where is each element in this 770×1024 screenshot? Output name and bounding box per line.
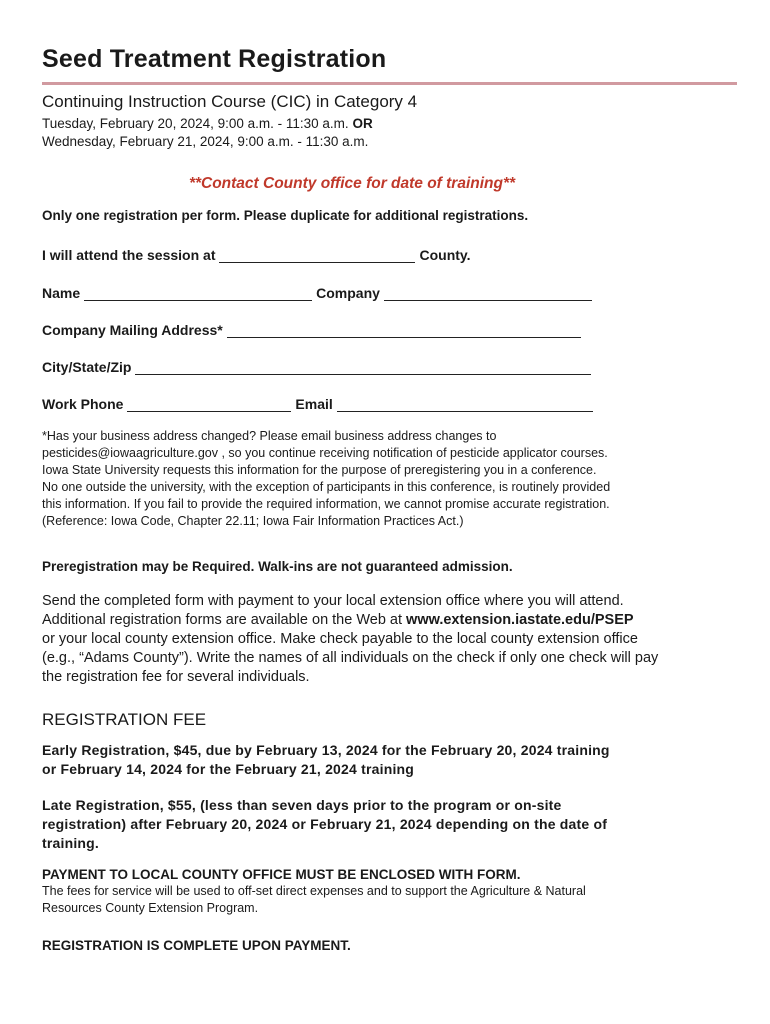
session-dates	[42, 115, 737, 151]
mailing-address-field[interactable]	[227, 323, 581, 338]
psep-website-link[interactable]: www.extension.iastate.edu/PSEP	[406, 612, 634, 628]
notes-line: No one outside the university, with the exception of participants in this conference, is routinely provided	[42, 480, 611, 494]
payment-details	[42, 883, 737, 917]
notes-line: (Reference: Iowa Code, Chapter 22.11; Iowa Fair Information Practices Act.)	[42, 514, 464, 528]
title-divider	[42, 82, 737, 85]
mailing-address-row	[42, 318, 737, 338]
name-company-row	[42, 281, 737, 301]
attend-county-row	[42, 243, 737, 263]
late-registration-text	[42, 796, 737, 853]
mailing-address-label: Company Mailing Address*	[42, 322, 223, 338]
city-state-zip-field[interactable]	[135, 360, 591, 375]
phone-email-row	[42, 392, 737, 412]
send-instructions	[42, 592, 737, 687]
late-line: Late Registration, $55, (less than seven days prior to the program or on-site	[42, 797, 562, 813]
work-phone-label: Work Phone	[42, 396, 124, 412]
payment-line: The fees for service will be used to off-set direct expenses and to support the Agriculture & Natural	[42, 884, 586, 898]
one-registration-note: Only one registration per form. Please duplicate for additional registrations.	[42, 208, 529, 223]
send-line-prefix: Additional registration forms are available on the Web at	[42, 612, 403, 628]
send-line: (e.g., “Adams County”). Write the names of all individuals on the check if only one check will pay	[42, 650, 659, 666]
send-line: the registration fee for several individuals.	[42, 669, 310, 685]
privacy-notes	[42, 428, 737, 530]
session-date-1	[42, 115, 737, 133]
company-field[interactable]	[384, 286, 592, 301]
email-label: Email	[295, 396, 333, 412]
late-line: training.	[42, 835, 100, 851]
session-date-or: OR	[352, 116, 373, 131]
work-phone-field[interactable]	[127, 397, 291, 412]
county-field[interactable]	[219, 248, 415, 263]
company-label: Company	[316, 285, 380, 301]
registration-fee-heading: REGISTRATION FEE	[42, 710, 207, 729]
city-state-zip-row	[42, 355, 737, 375]
preregistration-note: Preregistration may be Required. Walk-ins are not guaranteed admission.	[42, 559, 513, 574]
early-line: or February 14, 2024 for the February 21, 2024 training	[42, 761, 415, 777]
attend-label: I will attend the session at	[42, 247, 216, 263]
notes-line: this information. If you fail to provide the required information, we cannot promise accurate registration.	[42, 497, 610, 511]
notes-line: Iowa State University requests this information for the purpose of preregistering you in a conference.	[42, 463, 597, 477]
notes-line: pesticides@iowaagriculture.gov , so you continue receiving notification of pesticide applicator courses.	[42, 446, 608, 460]
early-registration-text	[42, 741, 737, 779]
payment-heading: PAYMENT TO LOCAL COUNTY OFFICE MUST BE ENCLOSED WITH FORM.	[42, 867, 521, 882]
session-date-1-text: Tuesday, February 20, 2024, 9:00 a.m. - 11:30 a.m.	[42, 116, 349, 131]
county-suffix-label: County.	[419, 247, 471, 263]
send-line: or your local county extension office. Make check payable to the local county extension office	[42, 631, 638, 647]
payment-line: Resources County Extension Program.	[42, 901, 259, 915]
session-date-2: Wednesday, February 21, 2024, 9:00 a.m. - 11:30 a.m.	[42, 134, 369, 149]
name-field[interactable]	[84, 286, 312, 301]
page-title: Seed Treatment Registration	[42, 45, 387, 73]
send-line-with-link	[42, 611, 737, 630]
email-field[interactable]	[337, 397, 593, 412]
late-line: registration) after February 20, 2024 or February 21, 2024 depending on the date of	[42, 816, 608, 832]
course-subtitle: Continuing Instruction Course (CIC) in Category 4	[42, 92, 418, 111]
early-line: Early Registration, $45, due by February 13, 2024 for the February 20, 2024 training	[42, 742, 610, 758]
city-state-zip-label: City/State/Zip	[42, 359, 132, 375]
name-label: Name	[42, 285, 81, 301]
notes-line: *Has your business address changed? Please email business address changes to	[42, 429, 497, 443]
registration-complete-note: REGISTRATION IS COMPLETE UPON PAYMENT.	[42, 938, 351, 953]
registration-form-page	[42, 40, 737, 953]
contact-county-notice: **Contact County office for date of training**	[188, 175, 516, 192]
send-line: Send the completed form with payment to your local extension office where you will attend.	[42, 593, 624, 609]
